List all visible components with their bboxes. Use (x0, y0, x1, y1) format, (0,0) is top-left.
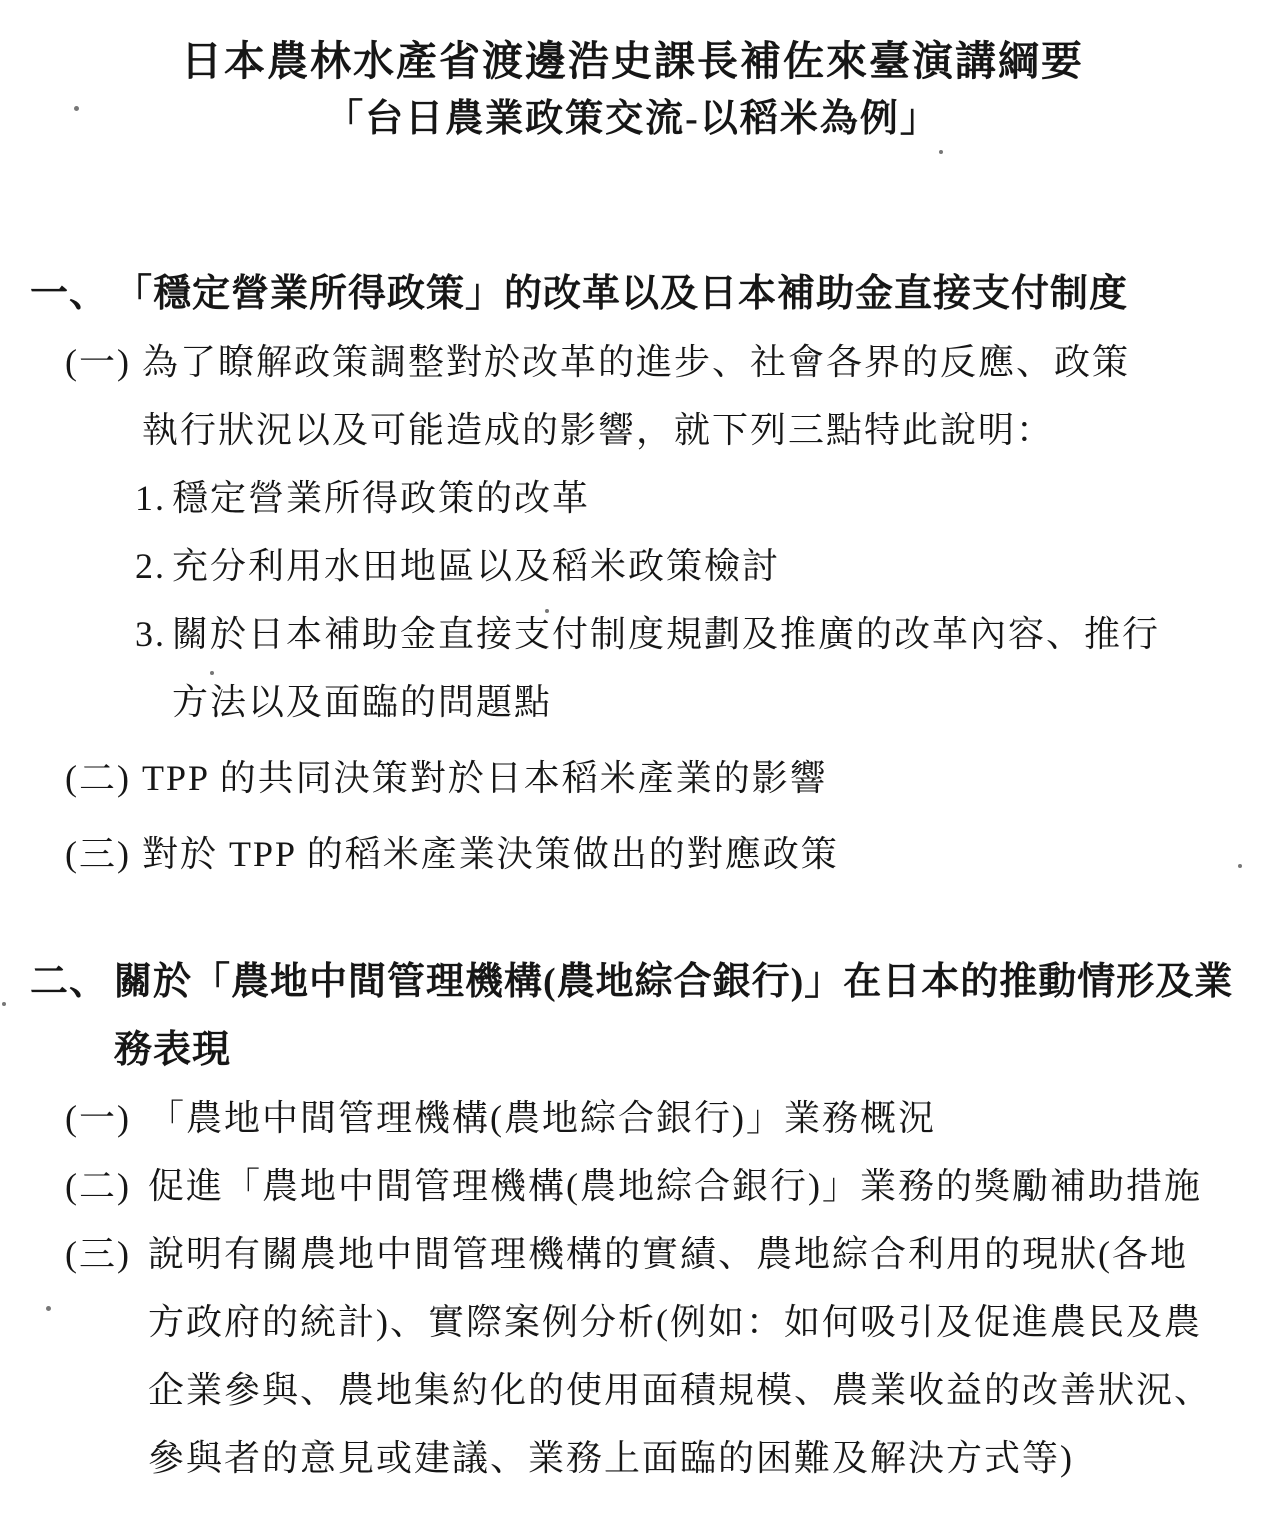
section-2-heading-text: 務表現 (114, 1029, 232, 1071)
item-text-line: 方法以及面臨的問題點 (172, 682, 553, 722)
item-text-line: 說明有關農地中間管理機構的實績、農地綜合利用的現狀(各地 (148, 1234, 1188, 1274)
section-2-item-1 (0, 1084, 1251, 1152)
item-line (65, 1152, 1251, 1220)
section-2-heading-text: 關於「農地中間管理機構(農地綜合銀行)」在日本的推動情形及業 (114, 961, 1234, 1003)
item-line (65, 1084, 1251, 1152)
item-line (65, 1220, 1251, 1288)
item-text-line: 穩定營業所得政策的改革 (172, 478, 591, 518)
section-1 (0, 260, 1251, 888)
item-label: (三) (65, 834, 131, 874)
item-line (65, 820, 1251, 888)
item-line (135, 532, 1251, 600)
scan-artifact-dot (46, 1306, 51, 1311)
section-2-heading (0, 948, 1251, 1084)
section-1-item-2 (0, 744, 1251, 812)
section-1-subitem-2 (0, 532, 1251, 600)
scan-artifact-dot (939, 150, 943, 154)
item-text-line: 方政府的統計)、實際案例分析(例如：如何吸引及促進農民及農 (148, 1302, 1202, 1342)
outline (0, 260, 1265, 1492)
item-label: (三) (65, 1234, 131, 1274)
section-2-heading-line (30, 948, 1251, 1016)
item-text-line: 參與者的意見或建議、業務上面臨的困難及解決方式等) (148, 1438, 1074, 1478)
title-block (0, 0, 1265, 148)
scan-artifact-dot (2, 1002, 6, 1006)
document-title: 日本農林水產省渡邊浩史課長補佐來臺演講綱要 (181, 38, 1084, 84)
item-label: (一) (65, 342, 131, 382)
item-text-line: 企業參與、農地集約化的使用面積規模、農業收益的改善狀況、 (148, 1370, 1213, 1410)
scan-artifact-dot (1238, 864, 1242, 868)
section-1-heading-text: 「穩定營業所得政策」的改革以及日本補助金直接支付制度 (114, 273, 1129, 315)
document-subtitle: 「台日農業政策交流-以稻米為例」 (325, 98, 940, 140)
item-line (135, 600, 1251, 668)
scan-artifact-dot (545, 609, 549, 613)
item-label: (一) (65, 1098, 131, 1138)
section-1-item-3 (0, 820, 1251, 888)
item-text-line: 「農地中間管理機構(農地綜合銀行)」業務概況 (148, 1098, 936, 1138)
scan-artifact-dot (210, 671, 214, 675)
item-label: 2. (135, 546, 166, 586)
section-1-item-1 (0, 328, 1251, 464)
item-text-line: TPP 的共同決策對於日本稻米產業的影響 (142, 758, 828, 798)
item-text-line: 關於日本補助金直接支付制度規劃及推廣的改革內容、推行 (172, 614, 1161, 654)
item-label: 3. (135, 614, 166, 654)
section-1-number: 一、 (30, 273, 109, 315)
section-2-item-2 (0, 1152, 1251, 1220)
section-1-heading-line (30, 260, 1251, 328)
section-2-item-3 (0, 1220, 1251, 1492)
scan-artifact-dot (74, 106, 79, 111)
section-1-subitem-3 (0, 600, 1251, 736)
item-text-line: 充分利用水田地區以及稻米政策檢討 (172, 546, 781, 586)
section-1-subitem-1 (0, 464, 1251, 532)
item-line (65, 328, 1251, 396)
section-2-number: 二、 (30, 961, 109, 1003)
item-label: 1. (135, 478, 166, 518)
item-text-line: 為了瞭解政策調整對於改革的進步、社會各界的反應、政策 (142, 342, 1131, 382)
section-1-heading (0, 260, 1251, 328)
item-label: (二) (65, 1166, 131, 1206)
item-text-line: 執行狀況以及可能造成的影響，就下列三點特此說明： (142, 410, 1055, 450)
section-2 (0, 948, 1251, 1492)
item-text-line: 對於 TPP 的稻米產業決策做出的對應政策 (142, 834, 839, 874)
item-line (65, 744, 1251, 812)
item-text-line: 促進「農地中間管理機構(農地綜合銀行)」業務的獎勵補助措施 (148, 1166, 1202, 1206)
item-label: (二) (65, 758, 131, 798)
item-line (135, 464, 1251, 532)
